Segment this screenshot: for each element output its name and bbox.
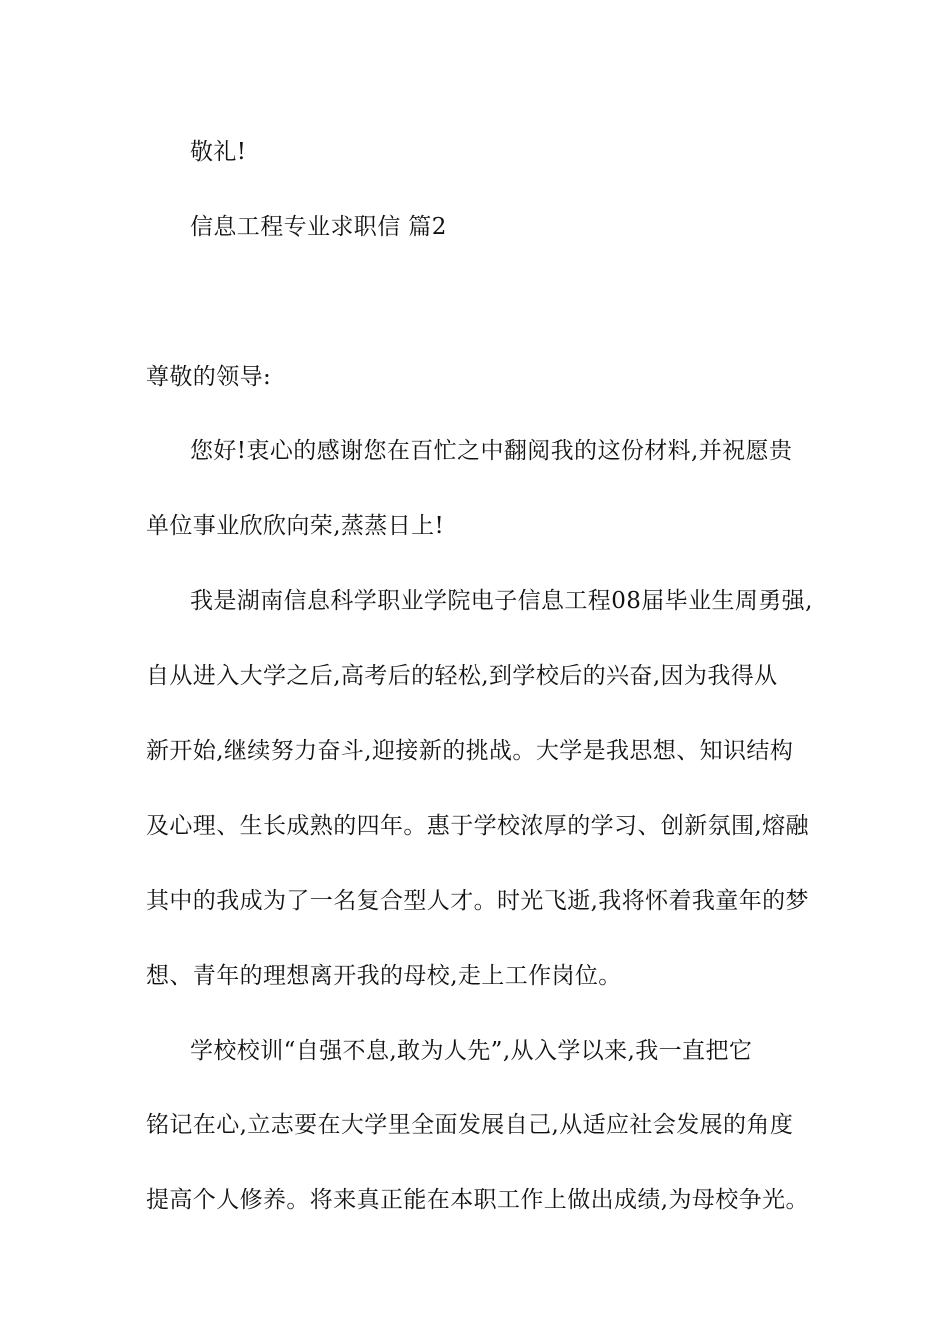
paragraph-line: 想、青年的理想离开我的母校,走上工作岗位。	[146, 963, 622, 989]
paragraph-line: 我是湖南信息科学职业学院电子信息工程08届毕业生周勇强,	[190, 588, 813, 614]
closing-salutation: 敬礼!	[190, 139, 247, 165]
greeting-line: 尊敬的领导:	[146, 364, 272, 390]
paragraph-line: 及心理、生长成熟的四年。惠于学校浓厚的学习、创新氛围,熔融	[146, 813, 809, 839]
paragraph-line: 您好!衷心的感谢您在百忙之中翻阅我的这份材料,并祝愿贵	[190, 438, 793, 464]
paragraph-line: 学校校训“自强不息,敢为人先”,从入学以来,我一直把它	[190, 1038, 753, 1064]
paragraph-line: 其中的我成为了一名复合型人才。时光飞逝,我将怀着我童年的梦	[146, 888, 809, 914]
paragraph-line: 新开始,继续努力奋斗,迎接新的挑战。大学是我思想、知识结构	[146, 738, 794, 764]
section-heading: 信息工程专业求职信 篇2	[190, 214, 447, 240]
paragraph-line: 提高个人修养。将来真正能在本职工作上做出成绩,为母校争光。	[146, 1187, 809, 1213]
paragraph-line: 铭记在心,立志要在大学里全面发展自己,从适应社会发展的角度	[146, 1112, 794, 1138]
paragraph-line: 单位事业欣欣向荣,蒸蒸日上!	[146, 513, 445, 539]
paragraph-line: 自从进入大学之后,高考后的轻松,到学校后的兴奋,因为我得从	[146, 663, 778, 689]
